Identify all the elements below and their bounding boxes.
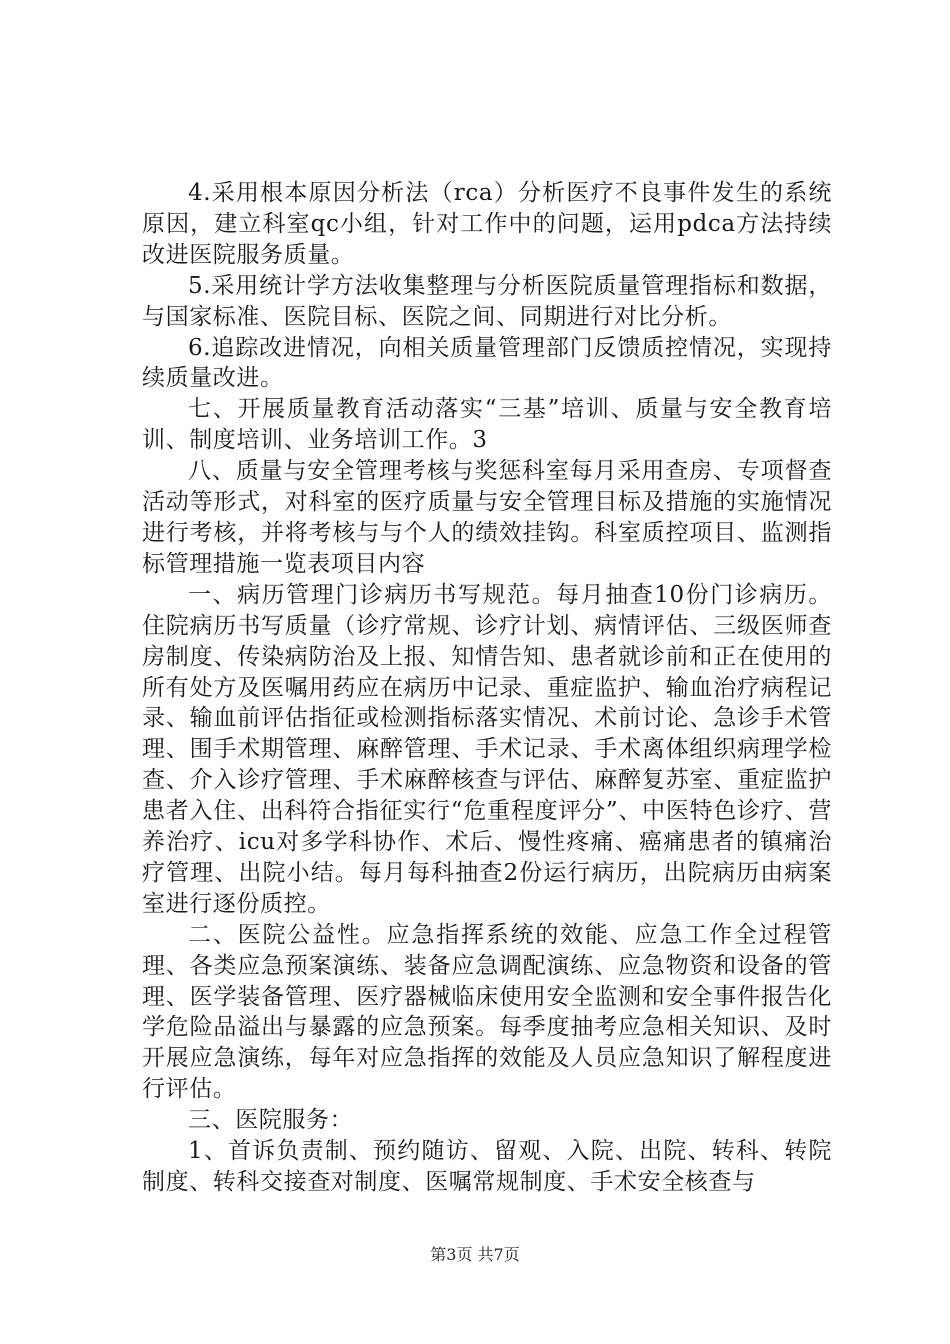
document-body	[142, 178, 832, 1198]
paragraph-public-welfare: 二、医院公益性。应急指挥系统的效能、应急工作全过程管理、各类应急预案演练、装备应急调配演练、应急物资和设备的管理、医学装备管理、医疗器械临床使用安全监测和安全事件报告化学危险品溢出与暴露的应急预案。每季度抽考应急相关知识、及时开展应急演练，每年对应急指挥的效能及人员应急知识了解程度进行评估。	[142, 921, 832, 1103]
paragraph-tracking: 6.追踪改进情况，向相关质量管理部门反馈质控情况，实现持续质量改进。	[142, 334, 832, 392]
paragraph-rca: 4.采用根本原因分析法（rca）分析医疗不良事件发生的系统原因，建立科室qc小组，针对工作中的问题，运用pdca方法持续改进医院服务质量。	[142, 180, 832, 268]
paragraph-section-seven: 七、开展质量教育活动落实“三基”培训、质量与安全教育培训、制度培训、业务培训工作。3	[142, 396, 832, 454]
paragraph-medical-records: 一、病历管理门诊病历书写规范。每月抽查10份门诊病历。住院病历书写质量（诊疗常规、诊疗计划、病情评估、三级医师查房制度、传染病防治及上报、知情告知、患者就诊前和正在使用的所有处方及医嘱用药应在病历中记录、重症监护、输血治疗病程记录、输血前评估指征或检测指标落实情况、术前讨论、急诊手术管理、围手术期管理、麻醉管理、手术记录、手术离体组织病理学检查、介入诊疗管理、手术麻醉核查与评估、麻醉复苏室、重症监护患者入住、出科符合指征实行“危重程度评分”、中医特色诊疗、营养治疗、icu对多学科协作、术后、慢性疼痛、癌痛患者的镇痛治疗管理、出院小结。每月每科抽查2份运行病历，出院病历由病案室进行逐份质控。	[142, 581, 832, 917]
paragraph-section-eight: 八、质量与安全管理考核与奖惩科室每月采用查房、专项督查活动等形式，对科室的医疗质量与安全管理目标及措施的实施情况进行考核，并将考核与与个人的绩效挂钩。科室质控项目、监测指标管理措施一览表项目内容	[142, 458, 832, 577]
page-footer: 第3页 共7页	[430, 1245, 520, 1264]
paragraph-first-responsibility: 1、首诉负责制、预约随访、留观、入院、出院、转科、转院制度、转科交接查对制度、医嘱常规制度、手术安全核查与	[142, 1138, 832, 1195]
paragraph-hospital-service-heading: 三、医院服务：	[188, 1107, 354, 1134]
paragraph-statistics: 5.采用统计学方法收集整理与分析医院质量管理指标和数据，与国家标准、医院目标、医院之间、同期进行对比分析。	[142, 272, 832, 330]
